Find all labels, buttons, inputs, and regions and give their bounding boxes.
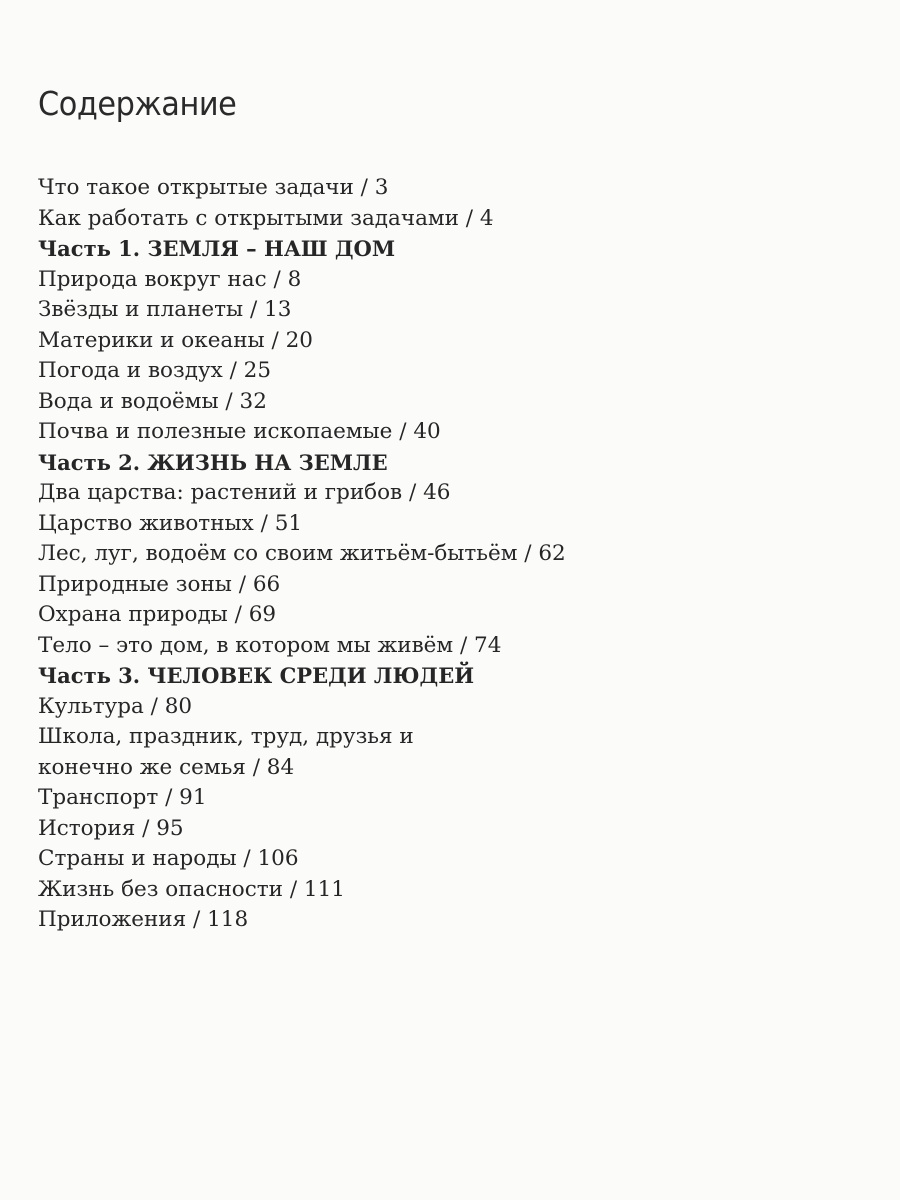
toc-page-number: 106 (257, 846, 299, 871)
toc-page-number: 51 (274, 510, 303, 536)
toc-entry[interactable] (38, 295, 838, 326)
toc-page-number: 46 (423, 480, 451, 505)
toc-entry-label: Природные зоны (38, 571, 232, 597)
toc-entry[interactable] (38, 570, 838, 601)
toc-entry-label: Приложения (38, 907, 187, 932)
toc-page-number: 118 (207, 907, 249, 932)
toc-separator: / (264, 327, 286, 353)
toc-entry-label: Вода и водоёмы (38, 388, 219, 414)
toc-page-number: 111 (303, 876, 345, 902)
toc-separator: / (245, 754, 267, 780)
toc-separator: / (236, 846, 258, 871)
toc-separator: / (135, 815, 157, 841)
toc-entry-label: История (38, 815, 136, 841)
toc-separator: / (402, 480, 424, 505)
toc-entry[interactable] (38, 417, 838, 448)
toc-page-number: 62 (538, 541, 566, 566)
toc-separator: / (143, 693, 165, 719)
toc-entry-label: Транспорт (38, 785, 159, 810)
toc-entry[interactable] (38, 600, 838, 631)
toc-entry-label: Жизнь без опасности (38, 876, 283, 902)
table-of-contents (38, 173, 838, 936)
toc-entry-label: Культура (38, 693, 144, 719)
toc-entry[interactable] (38, 722, 838, 753)
toc-entry[interactable] (38, 387, 838, 418)
toc-entry-label: Часть 2. ЖИЗНЬ НА ЗЕМЛЕ (38, 449, 388, 475)
toc-entry-label: Природа вокруг нас (38, 266, 267, 292)
toc-entry[interactable] (38, 539, 838, 570)
toc-entry-label: Царство животных (38, 510, 254, 536)
toc-entry[interactable] (38, 173, 838, 204)
toc-entry[interactable] (38, 265, 838, 296)
toc-page-number: 32 (239, 388, 267, 414)
toc-entry-label: Что такое открытые задачи (38, 175, 354, 200)
toc-page-number: 4 (479, 205, 494, 231)
toc-part-heading[interactable] (38, 448, 838, 479)
toc-separator: / (453, 632, 475, 658)
toc-separator: / (517, 541, 539, 566)
toc-entry-label: Звёзды и планеты (38, 297, 244, 322)
toc-entry[interactable] (38, 814, 838, 845)
toc-page-number: 95 (156, 815, 184, 841)
toc-separator: / (227, 602, 249, 627)
toc-entry[interactable] (38, 326, 838, 357)
toc-page-number: 74 (474, 632, 502, 658)
toc-page-number: 40 (413, 419, 441, 444)
toc-entry[interactable] (38, 478, 838, 509)
toc-entry-label: Материки и океаны (38, 327, 265, 353)
toc-entry-label: Часть 1. ЗЕМЛЯ – НАШ ДОМ (38, 236, 396, 261)
page-title: Содержание (38, 84, 237, 123)
toc-entry-label: Лес, луг, водоём со своим житьём-бытьём (38, 541, 518, 566)
toc-entry[interactable] (38, 905, 838, 936)
toc-separator: / (253, 510, 275, 536)
toc-page-number: 13 (264, 297, 292, 322)
toc-part-heading[interactable] (38, 234, 838, 265)
toc-page-number: 8 (287, 266, 302, 292)
toc-page-number: 3 (374, 175, 389, 200)
toc-separator: / (158, 785, 180, 810)
toc-entry[interactable] (38, 783, 838, 814)
toc-entry-label: Два царства: растений и грибов (38, 480, 403, 505)
toc-entry-label: Тело – это дом, в котором мы живём (38, 632, 454, 658)
toc-separator: / (392, 419, 414, 444)
toc-page-number: 80 (164, 693, 193, 719)
toc-separator: / (186, 907, 208, 932)
toc-entry-label: Охрана природы (38, 602, 228, 627)
toc-separator: / (218, 388, 240, 414)
toc-separator: / (266, 266, 288, 292)
toc-separator: / (231, 571, 253, 597)
toc-separator: / (282, 876, 304, 902)
toc-separator: / (458, 205, 480, 231)
toc-separator: / (353, 175, 375, 200)
toc-entry[interactable] (38, 356, 838, 387)
toc-entry[interactable] (38, 753, 838, 784)
toc-entry-label: Почва и полезные ископаемые (38, 419, 393, 444)
toc-separator: / (243, 297, 265, 322)
toc-entry[interactable] (38, 631, 838, 662)
toc-entry[interactable] (38, 875, 838, 906)
toc-page-number: 20 (285, 327, 313, 353)
toc-entry-label: Часть 3. ЧЕЛОВЕК СРЕДИ ЛЮДЕЙ (38, 663, 475, 688)
toc-page-number: 25 (243, 358, 272, 383)
toc-entry-label: Погода и воздух (38, 358, 223, 383)
toc-entry[interactable] (38, 204, 838, 235)
toc-page-number: 84 (266, 754, 295, 780)
toc-entry-label: Страны и народы (38, 846, 237, 871)
toc-entry-label: Как работать с открытыми задачами (38, 205, 459, 231)
toc-entry[interactable] (38, 692, 838, 723)
toc-entry-label: Школа, праздник, труд, друзья и (38, 724, 414, 749)
toc-separator: / (222, 358, 244, 383)
toc-page-number: 66 (252, 571, 281, 597)
toc-entry-label: конечно же семья (38, 754, 246, 780)
toc-page-number: 69 (248, 602, 277, 627)
toc-part-heading[interactable] (38, 661, 838, 692)
toc-page-number: 91 (179, 785, 207, 810)
toc-entry[interactable] (38, 509, 838, 540)
toc-entry[interactable] (38, 844, 838, 875)
